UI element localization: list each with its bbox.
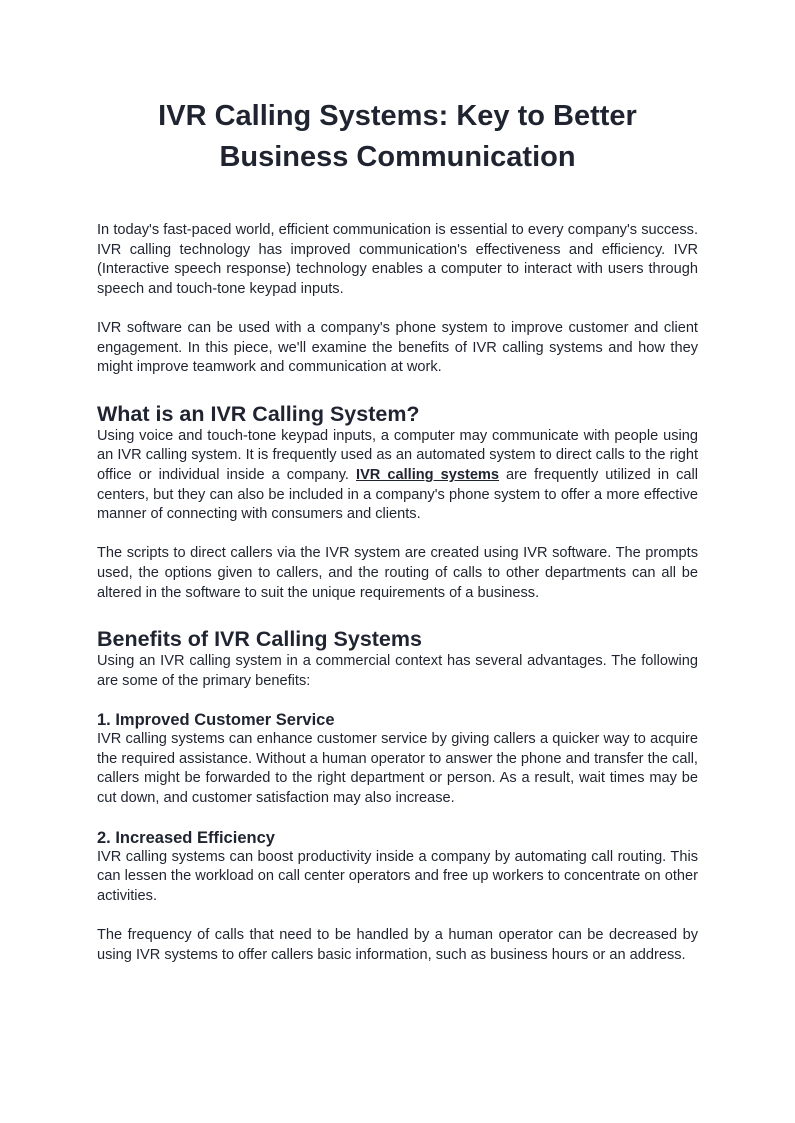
section-heading-benefits: Benefits of IVR Calling Systems [97,627,422,652]
intro-paragraph-1: In today's fast-paced world, efficient communication is essential to every company's success. IVR calling technology has improved communication's effectiveness and efficiency. IVR (Interactive speech response) technology enables a computer to interact with users through speech and touch-tone keypad inputs. [97,222,698,297]
section1-p1-text-before: Using voice and touch-tone keypad inputs, a computer may communicate with people using an IVR calling system. It is frequently used as an automated system to direct calls to the right office or individual inside a company. [97,427,698,483]
sub1-paragraph-1: IVR calling systems can enhance customer service by giving callers a quicker way to acquire the required assistance. Without a human operator to answer the phone and transfer the call, callers might be forwarded to the right department or person. As a result, wait times may be cut down, and customer satisfaction may also increase. [97,731,698,807]
sub2-paragraph-1: IVR calling systems can boost productivity inside a company by automating call routing. This can lessen the workload on call center operators and free up workers to concentrate on other activities. [97,848,698,904]
intro-paragraph-2: IVR software can be used with a company's phone system to improve customer and client engagement. In this piece, we'll examine the benefits of IVR calling systems and how they might improve teamwork and communication at work. [97,319,698,376]
subheading-increased-efficiency: 2. Increased Efficiency [97,828,275,847]
section-heading-what-is-ivr: What is an IVR Calling System? [97,401,420,426]
sub2-paragraph-2: The frequency of calls that need to be handled by a human operator can be decreased by using IVR systems to offer callers basic information, such as business hours or an address. [97,927,698,963]
document-title: IVR Calling Systems: Key to Better Business Communication [158,100,637,173]
section1-paragraph-1 [97,427,698,525]
section1-paragraph-2: The scripts to direct callers via the IVR system are created using IVR software. The prompts used, the options given to callers, and the routing of calls to other departments can all be altered in the software to suit the unique requirements of a business. [97,545,698,601]
ivr-calling-systems-link[interactable]: IVR calling systems [356,466,500,483]
subheading-improved-customer-service: 1. Improved Customer Service [97,711,335,730]
section1-p1-text-after: are frequently utilized in call centers, but they can also be included in a company's phone system to offer a more effective manner of connecting with consumers and clients. [97,466,699,523]
section2-intro-paragraph: Using an IVR calling system in a commercial context has several advantages. The following are some of the primary benefits: [97,653,698,689]
